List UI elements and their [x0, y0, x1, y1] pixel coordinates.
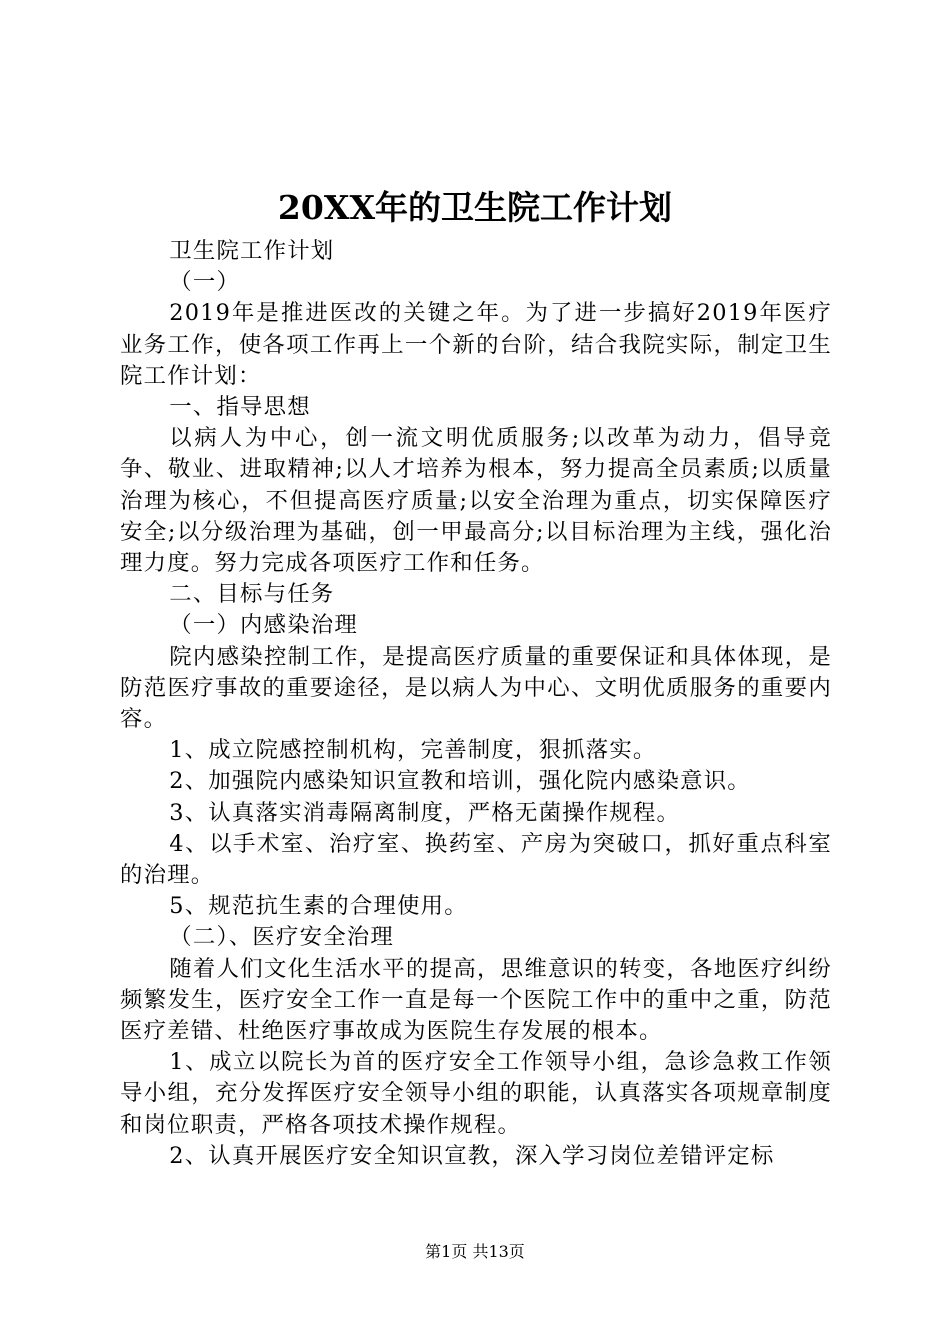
subsection-heading: （一）内感染治理: [169, 612, 358, 639]
page-footer: 第1页 共13页: [425, 1242, 525, 1261]
paragraph: 随着人们文化生活水平的提高，思维意识的转变，各地医疗纠纷频繁发生，医疗安全工作一直是每一个医院工作中的重中之重，防范医疗差错、杜绝医疗事故成为医院生存发展的根本。: [120, 955, 832, 1045]
paragraph: （一）: [169, 269, 241, 296]
section-heading: 二、目标与任务: [169, 581, 335, 608]
paragraph: 卫生院工作计划: [169, 238, 335, 264]
section-heading: 一、指导思想: [169, 394, 311, 421]
list-item: 3、认真落实消毒隔离制度，严格无菌操作规程。: [169, 799, 681, 826]
list-item: 2、加强院内感染知识宣教和培训，强化院内感染意识。: [169, 768, 751, 795]
list-item: 4、以手术室、治疗室、换药室、产房为突破口，抓好重点科室的治理。: [120, 830, 832, 889]
paragraph: 院内感染控制工作，是提高医疗质量的重要保证和具体体现，是防范医疗事故的重要途径，是以病人为中心、文明优质服务的重要内容。: [120, 643, 832, 733]
list-item: 1、成立院感控制机构，完善制度，狠抓落实。: [169, 737, 657, 764]
list-item: 5、规范抗生素的合理使用。: [169, 893, 468, 920]
document-body: [120, 236, 832, 1172]
subsection-heading: （二）、医疗安全治理: [169, 924, 394, 951]
paragraph: 2019年是推进医改的关键之年。为了进一步搞好2019年医疗业务工作，使各项工作再上一个新的台阶，结合我院实际，制定卫生院工作计划：: [120, 300, 832, 389]
list-item: 2、认真开展医疗安全知识宣教，深入学习岗位差错评定标: [169, 1142, 775, 1169]
list-item: 1、成立以院长为首的医疗安全工作领导小组，急诊急救工作领导小组，充分发挥医疗安全领导小组的职能，认真落实各项规章制度和岗位职责，严格各项技术操作规程。: [120, 1049, 832, 1138]
paragraph: 以病人为中心，创一流文明优质服务;以改革为动力，倡导竞争、敬业、进取精神;以人才培养为根本，努力提高全员素质;以质量治理为核心，不但提高医疗质量;以安全治理为重点，切实保障医疗安全;以分级治理为基础，创一甲最高分;以目标治理为主线，强化治理力度。努力完成各项医疗工作和任务。: [120, 425, 832, 577]
document-title: 20XX年的卫生院工作计划: [277, 188, 673, 227]
